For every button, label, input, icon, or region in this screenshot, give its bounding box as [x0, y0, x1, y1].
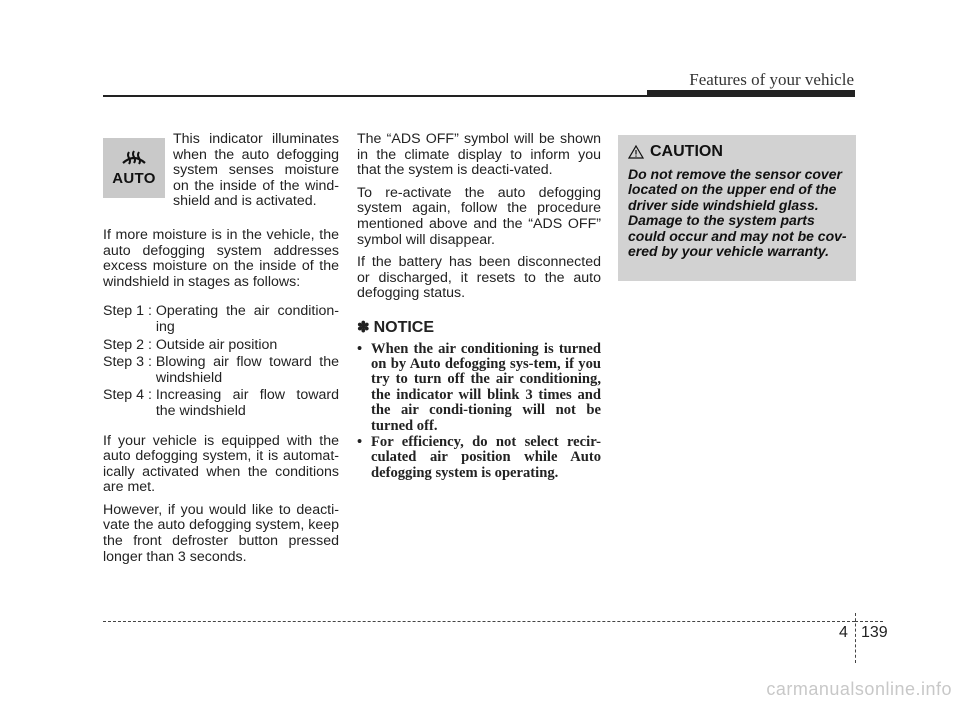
- notice-heading: ✽ NOTICE: [357, 318, 435, 336]
- footer-rule-extension: [855, 621, 883, 622]
- battery-paragraph: If the battery has been disconnected or discharged, it resets to the auto defogging status.: [357, 254, 601, 302]
- step-item: Step 4 : Increasing air flow toward the windshield: [103, 387, 339, 419]
- chapter-number: 4: [839, 624, 848, 641]
- bullet-icon: •: [357, 340, 363, 357]
- indicator-description: This indicator illuminates when the auto defogging system senses moisture on the inside of the wind-shield and is activated.: [173, 131, 339, 210]
- notice-item: • For efficiency, do not select recir-culated air position while Auto defogging system is operating.: [357, 433, 601, 481]
- warning-triangle-icon: [628, 145, 644, 159]
- section-title: Features of your vehicle: [689, 70, 854, 89]
- deactivate-paragraph: However, if you would like to deacti-vate the auto defogging system, keep the front defroster button pressed longer than 3 seconds.: [103, 501, 339, 565]
- page-number: 139: [861, 624, 888, 641]
- step-list: [103, 304, 339, 419]
- column-left: [103, 132, 339, 572]
- auto-activation-paragraph: If your vehicle is equipped with the auto defogging system, it is automat-ically activated when the conditions are met.: [103, 432, 339, 496]
- watermark: carmanualsonline.info: [766, 679, 952, 699]
- step-item: Step 1 : Operating the air condition-ing: [103, 303, 339, 335]
- header-rule-accent: [647, 90, 855, 97]
- notice-item: • When the air conditioning is turned on by Auto defogging sys-tem, if you try to turn off the air conditioning, the indicator will blink 3 times and the air condi-tioning will not be turned off.: [357, 340, 601, 434]
- notice-star-icon: ✽: [357, 318, 370, 336]
- intro-paragraph: If more moisture is in the vehicle, the auto defogging system addresses excess moisture on the inside of the windshield in stages as follows:: [103, 226, 339, 290]
- step-item: Step 3 : Blowing air flow toward the windshield: [103, 354, 339, 386]
- bullet-icon: •: [357, 433, 363, 450]
- ads-off-paragraph: The “ADS OFF” symbol will be shown in the climate display to inform you that the system is deacti-vated.: [357, 131, 601, 179]
- caution-text: Do not remove the sensor cover located on the upper end of the driver side windshield glass. Damage to the system parts could occur and may not be cov-ered by your vehicle warranty.: [628, 166, 847, 260]
- column-middle: [357, 132, 601, 482]
- reactivate-paragraph: To re-activate the auto defogging system again, follow the procedure mentioned above and the “ADS OFF” symbol will disappear.: [357, 184, 601, 248]
- caution-box: [618, 135, 856, 281]
- footer-rule: [103, 621, 855, 622]
- indicator-label: AUTO: [112, 170, 156, 187]
- caution-heading: CAUTION: [628, 143, 723, 161]
- step-item: Step 2 : Outside air position: [103, 336, 278, 353]
- footer-divider: [855, 613, 856, 663]
- notice-list: [357, 342, 601, 482]
